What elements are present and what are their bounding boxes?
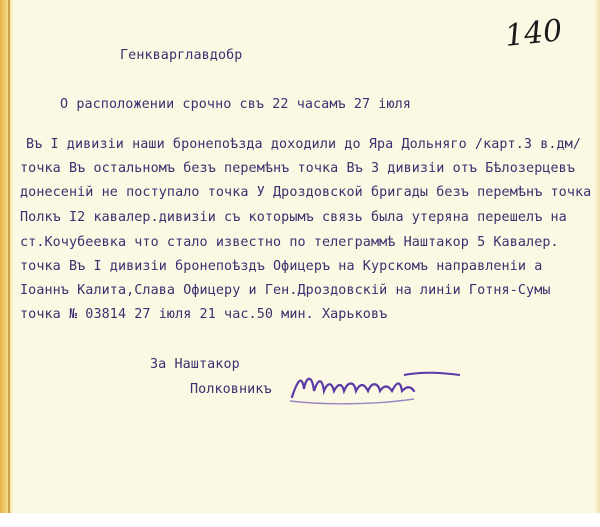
body-line-1: Въ I дивизіи наши бронепоѣзда доходили до Яра Дольняго /карт.3 в.дм/ [26,137,582,152]
body-line-8: точка № 03814 27 іюля 21 час.50 мин. Харьковъ [20,307,388,322]
body-line-3: донесеній не поступало точка У Дроздовской бригады безъ перемѣнъ точка [20,185,592,200]
subject-line: О расположении срочно свъ 22 часамъ 27 іюля [60,97,411,112]
body-line-6: точка Въ I дивизіи бронепоѣздъ Офицеръ на Курскомъ направленіи а [20,259,543,274]
body-line-2: точка Въ остальномъ безъ перемѣнъ точка Въ 3 дивизіи отъ Бѣлозерцевъ [20,161,576,176]
body-line-5: ст.Кочубеевка что стало известно по телеграммѣ Наштакор 5 Кавалер. [20,235,559,250]
sign-off: За Наштакор [150,357,240,372]
paper-edge-tint [0,0,14,527]
archive-number: 140 [503,13,564,54]
body-line-4: Полкъ I2 кавалер.дивизіи съ которымъ связь была утеряна перешелъ на [20,210,567,225]
handwritten-signature [284,357,464,417]
bottom-border [0,513,600,527]
rank: Полковникъ [190,382,272,397]
addressee: Генкварглавдобр [120,48,243,63]
paper-right-edge [594,0,600,527]
body-line-7: Іоаннъ Калита,Слава Офицеру и Ген.Дроздовскій на линіи Готня-Сумы [20,283,551,298]
margin-rule [8,0,10,527]
